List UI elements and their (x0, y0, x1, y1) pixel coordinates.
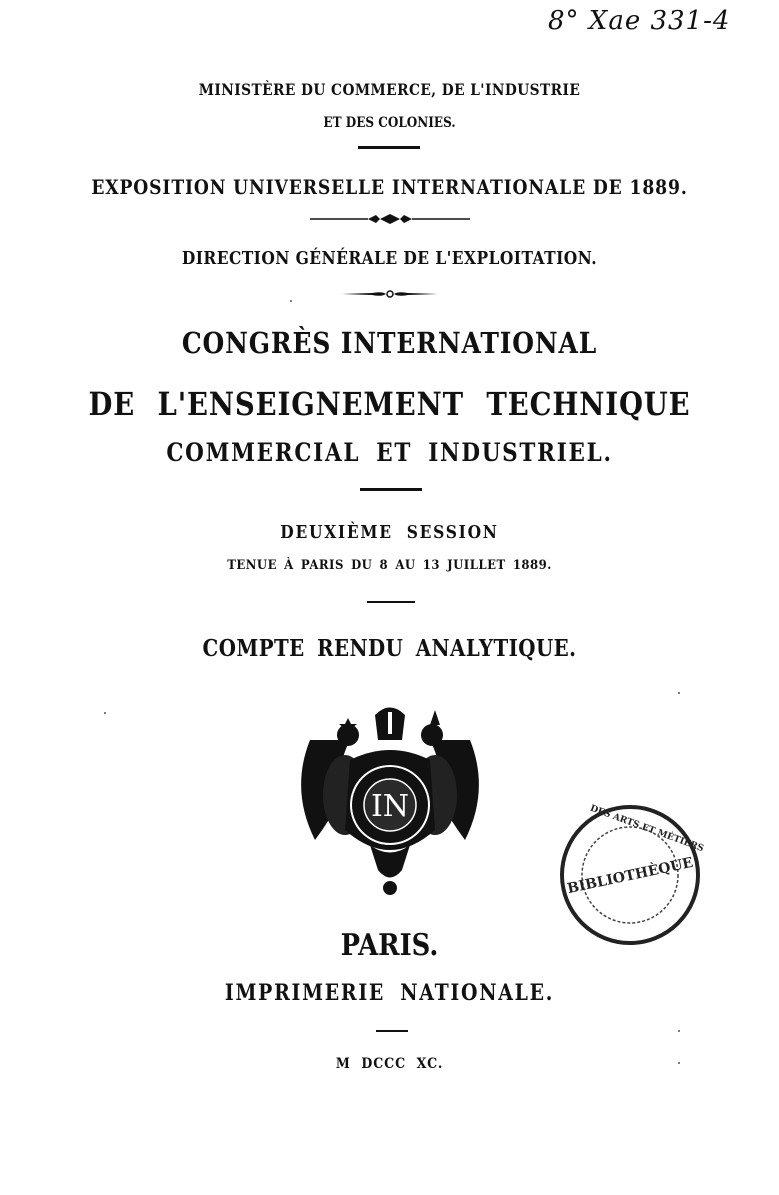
ministry-line-2: ET DES COLONIES. (323, 115, 456, 131)
title-line-2: DE L'ENSEIGNEMENT TECHNIQUE (88, 385, 691, 423)
scan-speck (678, 1062, 680, 1064)
svg-text:BIBLIOTHÈQUE: BIBLIOTHÈQUE (565, 854, 695, 898)
scan-speck (104, 712, 106, 714)
title-line-3: COMMERCIAL ET INDUSTRIEL. (166, 438, 613, 467)
scan-speck (678, 692, 680, 694)
divider-rule (367, 601, 415, 603)
session-dates: TENUE À PARIS DU 8 AU 13 JUILLET 1889. (227, 558, 552, 573)
svg-text:IN: IN (370, 789, 410, 824)
scan-speck (678, 1030, 680, 1032)
ornament-divider-icon (342, 289, 438, 299)
imprint-city: PARIS. (340, 928, 439, 963)
title-line-1: CONGRÈS INTERNATIONAL (181, 326, 598, 360)
ornament-divider-icon (310, 213, 470, 225)
handwritten-shelfmark: 8° Xae 331-4 (548, 6, 731, 36)
direction-heading: DIRECTION GÉNÉRALE DE L'EXPLOITATION. (181, 248, 598, 269)
ministry-line-1: MINISTÈRE DU COMMERCE, DE L'INDUSTRIE (198, 80, 581, 99)
divider-rule (358, 146, 420, 149)
imprint-year: M DCCC XC. (335, 1056, 444, 1072)
exposition-heading: EXPOSITION UNIVERSELLE INTERNATIONALE DE 1889. (91, 175, 688, 199)
svg-text:DES ARTS ET MÉTIERS: DES ARTS ET MÉTIERS (588, 803, 705, 855)
printer-emblem-icon (290, 700, 490, 900)
divider-rule (360, 488, 422, 491)
imprint-printer: IMPRIMERIE NATIONALE. (224, 980, 555, 1006)
divider-rule (376, 1030, 408, 1032)
subtitle: COMPTE RENDU ANALYTIQUE. (202, 635, 577, 662)
scan-speck (290, 300, 292, 302)
session-name: DEUXIÈME SESSION (280, 522, 499, 543)
